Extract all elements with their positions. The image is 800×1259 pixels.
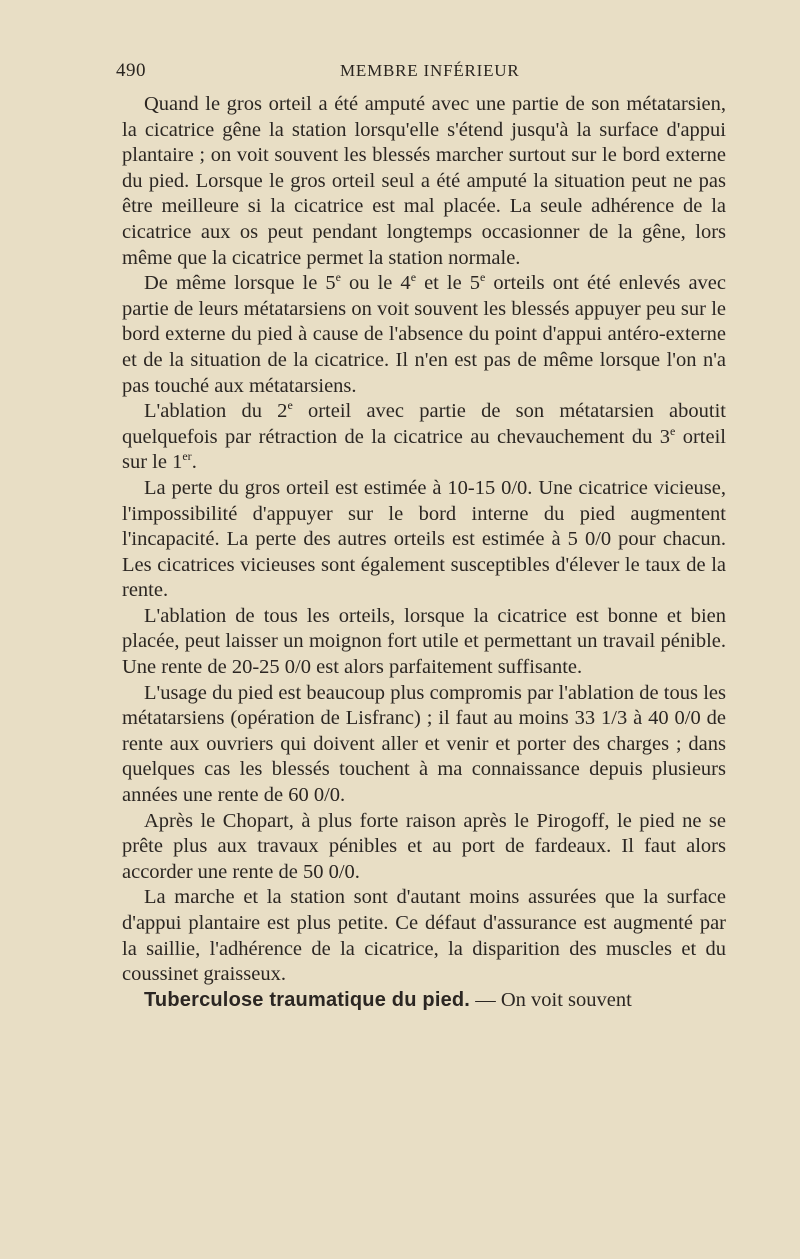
superscript: e [335, 270, 341, 285]
text-run: La perte du gros orteil est estimée à 10-15 0/0. Une cicatrice vicieuse, l'impossibilité d'appuyer sur le bord interne du pied augmentent l'incapacité. La perte des autres orteils est estimée à 5 0/0 pour chacun. Les cicatrices vicieuses sont également susceptibles d'élever le taux de la rente. [122, 476, 726, 602]
text-run: L'ablation de tous les orteils, lorsque la cicatrice est bonne et bien placée, peut laisser un moignon fort utile et permettant un travail pénible. Une rente de 20-25 0/0 est alors parfaitement suffisante. [122, 604, 726, 679]
text-run: orteil avec partie de son métatarsien aboutit quelquefois par rétraction de la cicatrice au chevauchement du 3 [122, 400, 726, 448]
paragraph-5 [122, 604, 726, 681]
superscript: er [182, 449, 192, 464]
running-title: MEMBRE INFÉRIEUR [340, 61, 520, 80]
superscript: e [287, 398, 293, 413]
paragraph-8 [122, 885, 726, 987]
text-run: orteils ont été enlevés avec partie de leurs métatarsiens on voit souvent les blessés appuyer peu sur le bord externe du pied à cause de l'absence du point d'appui antéro-externe et de la situation de la cicatrice. Il n'en est pas de même lorsque l'on n'a pas touché aux métatarsiens. [122, 272, 726, 397]
superscript: e [480, 270, 486, 285]
paragraph-2 [122, 271, 726, 399]
page-number: 490 [116, 60, 146, 81]
paragraph-9 [122, 988, 726, 1014]
text-run: Après le Chopart, à plus forte raison après le Pirogoff, le pied ne se prête plus aux travaux pénibles et au port de fardeaux. Il faut alors accorder une rente de 50 0/0. [122, 809, 726, 883]
text-run: La marche et la station sont d'autant moins assurées que la surface d'appui plantaire est plus petite. Ce défaut d'assurance est augmenté par la saillie, l'adhérence de la cicatrice, la disparition des muscles et du coussinet graisseux. [122, 886, 726, 986]
superscript: e [410, 270, 417, 285]
text-run: ou le 4 [340, 272, 411, 295]
text-run: Quand le gros orteil a été amputé avec une partie de son métatarsien, la cicatrice gêne la station lorsqu'elle s'étend jusqu'à la surface d'appui plantaire ; on voit souvent les blessés marcher surtout sur le bord externe du pied. Lorsque le gros orteil seul a été amputé la situation peut ne pas être meilleure si la cicatrice est mal placée. La seule adhérence de la cicatrice aux os peut pendant longtemps occasionner de la gêne, lors même que la cicatrice permet la station normale. [122, 93, 726, 269]
text-run: De même lorsque le 5 [144, 272, 336, 295]
paragraph-1 [122, 92, 726, 271]
text-run: orteil sur le 1 [122, 425, 726, 474]
text-run: L'usage du pied est beaucoup plus compromis par l'ablation de tous les métatarsiens (opération de Lisfranc) ; il faut au moins 33 1/3 à 40 0/0 de rente aux ouvriers qui doivent aller et venir et porter des charges ; dans quelques cas les blessés touchent à ma connaissance depuis plusieurs années une rente de 60 0/0. [122, 681, 726, 807]
text-run: L'ablation du 2 [144, 400, 288, 423]
paragraph-6 [122, 681, 726, 809]
superscript: e [670, 423, 676, 438]
paragraph-4 [122, 476, 726, 604]
section-heading: Tuberculose traumatique du pied. [144, 988, 471, 1011]
text-run: . [191, 451, 197, 474]
text-run: et le 5 [416, 272, 481, 295]
body-text [122, 92, 726, 1013]
text-run: — On voit souvent [470, 988, 632, 1011]
paragraph-3 [122, 399, 726, 476]
page-header [116, 60, 726, 84]
paragraph-7 [122, 809, 726, 886]
